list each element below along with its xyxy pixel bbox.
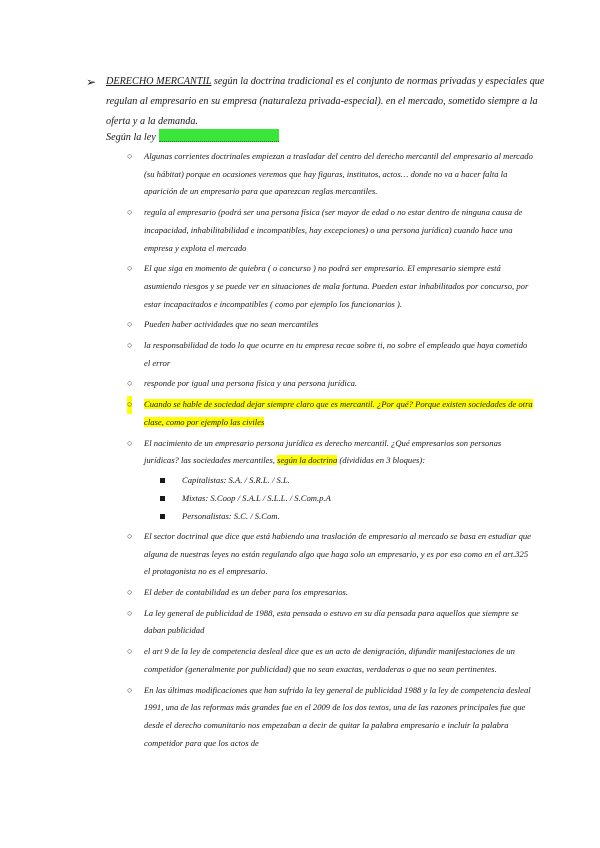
- circle-bullet-icon: ○: [127, 263, 133, 274]
- sub-list-item: Mixtas: S.Coop / S.A.L / S.L.L. / S.Com.p.A: [182, 490, 534, 507]
- circle-bullet-icon: ○: [127, 587, 133, 598]
- definition-text: según la doctrina tradicional es el conjunto de normas privadas y especiales que regulan al empresario en su empresa (naturaleza privada-especial). en el mercado, sometido siempre a la oferta y a la demanda.: [106, 76, 545, 127]
- list-item: ○ Algunas corrientes doctrinales empiezan a trasladar del centro del derecho mercantil del empresario al mercado (su hábitat) porque en ocasiones veremos que hay figuras, institutos, actos… donde no va a hacer falta la aparición de un empresario para que aparezcan reglas mercantiles.: [144, 148, 534, 201]
- list-item: ○ el art 9 de la ley de competencia desleal dice que es un acto de denigración, difundir manifestaciones de un competidor (generalmente por publicidad) que no sean exactas, verdaderas o que no sean pertinentes.: [144, 643, 534, 678]
- sub-list: [144, 472, 534, 525]
- list-item: ○ El deber de contabilidad es un deber para los empresarios.: [144, 584, 534, 602]
- circle-bullet-icon: ○: [127, 684, 133, 695]
- list-item: ○ En las últimas modificaciones que han sufrido la ley general de publicidad 1988 y la ley de competencia desleal 1991, una de las reformas más grandes fue en el 2009 de los dos textos, una de las razones principales fue que desde el derecho comunitario nos empezaban a decir de quitar la palabra empresario e incluir la palabra competidor para que los actos de: [144, 682, 534, 753]
- definition-paragraph: [106, 72, 546, 132]
- list-item: ○ Pueden haber actividades que no sean mercantiles: [144, 316, 534, 334]
- circle-bullet-icon: ○: [127, 319, 133, 330]
- list-item: ○ El sector doctrinal que dice que está habiendo una traslación de empresario al mercado se basa en estudiar que alguna de nuestras leyes no están regulando algo que haga solo un empresario, y es por eso como en el art.325 el protagonista no es el empresario.: [144, 528, 534, 581]
- circle-bullet-icon: ○: [127, 437, 133, 448]
- circle-bullet-icon: ○: [127, 151, 133, 161]
- circle-bullet-icon: ○: [127, 646, 133, 657]
- circle-bullet-icon: ○: [127, 607, 133, 618]
- list-item: ○ regula al empresario (podrá ser una persona física (ser mayor de edad o no estar dentro de ninguna causa de incapacidad, inhabilitabilidad e incompatibles, hay excepciones) o una persona jurídica) cuando hace una empresa y explota el mercado: [144, 204, 534, 257]
- list-item: ○ El que siga en momento de quiebra ( o concurso ) no podrá ser empresario. El empresario siempre está asumiendo riesgos y se puede ver en situaciones de mala fortuna. Pueden estar inhabilitados por concurso, por estar incapacitados e incompatibles ( como por ejemplo los funcionarios ).: [144, 260, 534, 313]
- list-item: ○ La ley general de publicidad de 1988, esta pensada o estuvo en su día pensada para aquellos que siempre se daban publicidad: [144, 605, 534, 640]
- list-item: ○ la responsabilidad de todo lo que ocurre en tu empresa recae sobre ti, no sobre el empleado que haya cometido el error: [144, 337, 534, 372]
- circle-bullet-icon: ○: [127, 396, 132, 414]
- sub-list-item: Personalistas: S.C. / S.Com.: [182, 508, 534, 525]
- list-item: ○ El nacimiento de un empresario persona jurídica es derecho mercantil. ¿Qué empresarios son personas jurídicas? las sociedades mercantiles, según la doctrina (divididas en 3 bloques): Capitalistas: S.A. / S.R.L. / S.L. Mixtas: S.Coop / S.A.L / S.L.L. / S.Com.p.A Personalistas: S.C. / S.Com.: [144, 435, 534, 525]
- list-item-highlighted: ○ Cuando se hable de sociedad dejar siempre claro que es mercantil. ¿Por qué? Porque existen sociedades de otra clase, como por ejemplo las civiles: [144, 396, 534, 431]
- segun-la-ley-label: Según la ley: [106, 132, 156, 143]
- green-highlight-placeholder: [159, 129, 279, 142]
- sub-list-item: Capitalistas: S.A. / S.R.L. / S.L.: [182, 472, 534, 489]
- definition-term: DERECHO MERCANTIL: [106, 76, 212, 87]
- square-bullet-icon: [160, 496, 165, 501]
- highlighted-phrase: según la doctrina: [277, 455, 338, 466]
- circle-bullet-icon: ○: [127, 378, 133, 389]
- circle-bullet-icon: ○: [127, 207, 133, 218]
- square-bullet-icon: [160, 478, 165, 483]
- arrow-bullet-icon: ➢: [86, 75, 97, 89]
- circle-bullet-icon: ○: [127, 340, 133, 351]
- square-bullet-icon: [160, 514, 165, 519]
- segun-la-ley-line: [106, 129, 279, 146]
- circle-bullet-icon: ○: [127, 530, 133, 541]
- list-item: ○ responde por igual una persona física y una persona jurídica.: [144, 375, 534, 393]
- bullet-list: [127, 148, 534, 755]
